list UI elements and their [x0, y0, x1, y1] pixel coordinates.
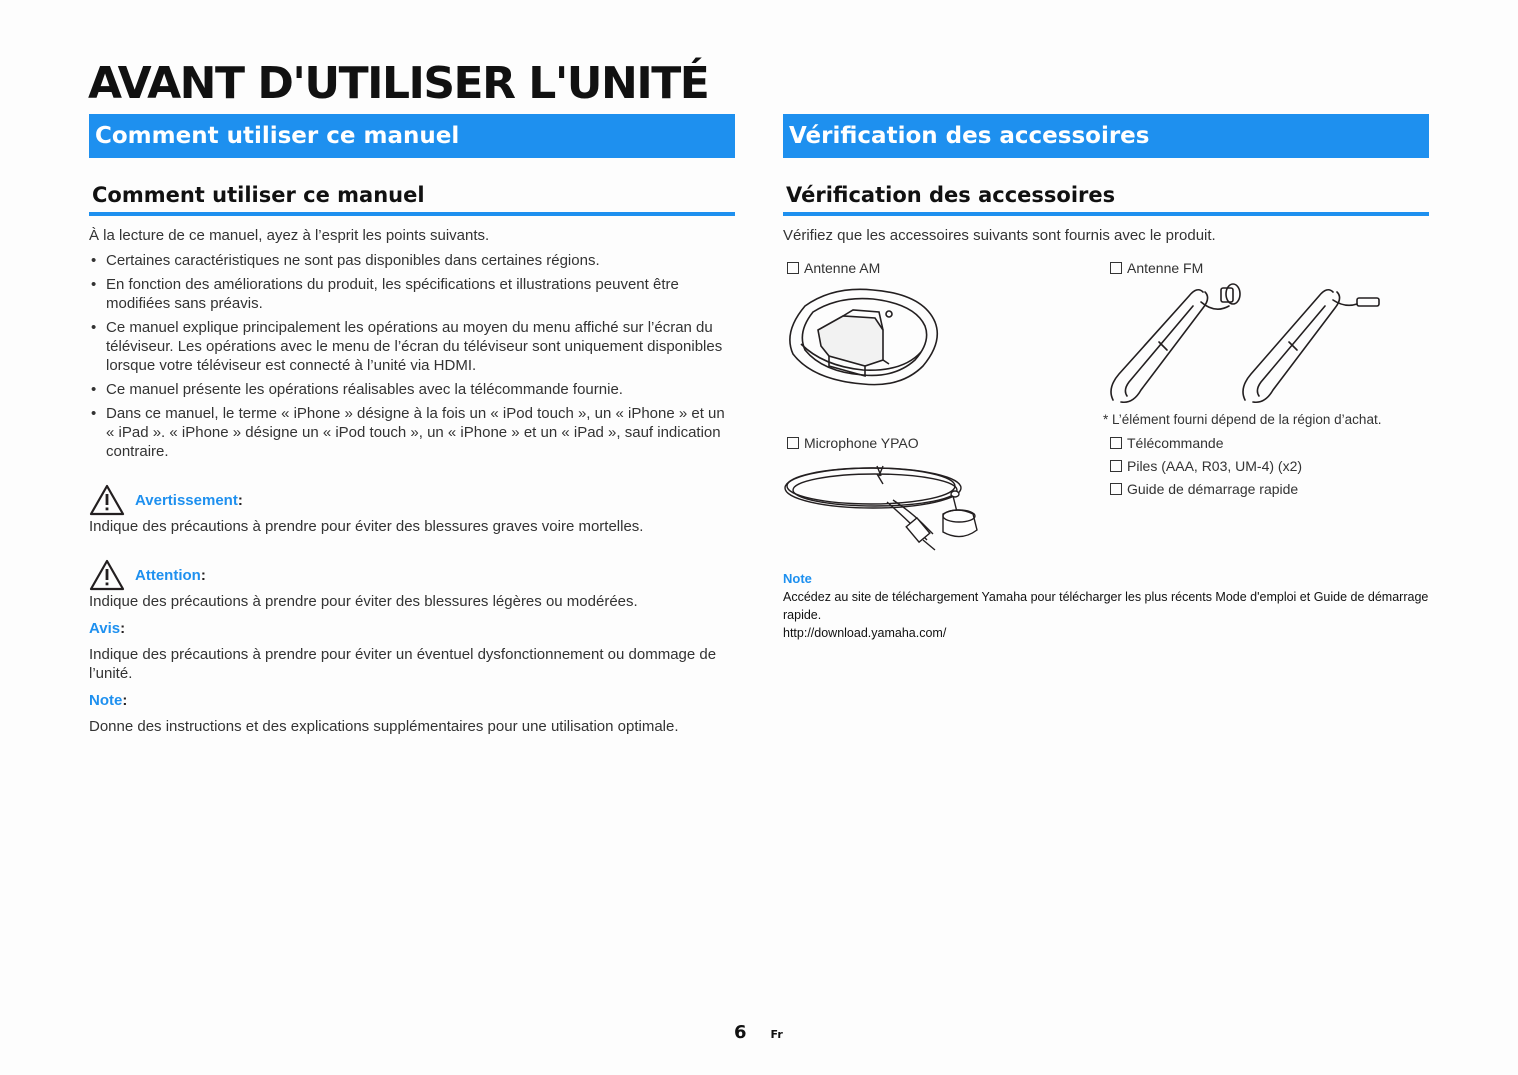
accessories-intro: Vérifiez que les accessoires suivants sont fournis avec le produit.	[783, 227, 1216, 244]
list-item: • Dans ce manuel, le terme « iPhone » désigne à la fois un « iPod touch », un « iPhone » et un « iPad ». « iPhone » désigne un « iPod touch », un « iPhone » et un « iPad », sauf indication contraire.	[89, 404, 737, 461]
accessory-label: Télécommande	[1127, 435, 1224, 451]
note-colon: :	[122, 692, 128, 709]
list-item: • Certaines caractéristiques ne sont pas disponibles dans certaines régions.	[89, 251, 737, 270]
accessory-label: Piles (AAA, R03, UM-4) (x2)	[1127, 458, 1303, 474]
note-label: Note	[89, 692, 123, 709]
caution-label: Attention	[135, 566, 201, 584]
checkbox-icon	[787, 437, 799, 449]
caution-block	[89, 558, 737, 611]
notice-text: Indique des précautions à prendre pour éviter un éventuel dysfonctionnement ou dommage de l’unité.	[89, 646, 717, 682]
page-footer	[734, 1022, 783, 1043]
section-band-left: Comment utiliser ce manuel	[89, 114, 735, 158]
note-heading	[89, 691, 737, 710]
warning-colon: :	[237, 491, 243, 509]
warning-label: Avertissement	[135, 491, 238, 509]
accessory-quick-guide	[1110, 481, 1298, 497]
list-item: • En fonction des améliorations du produit, les spécifications et illustrations peuvent être modifiées sans préavis.	[89, 275, 737, 313]
accessory-am-antenna	[787, 260, 880, 276]
note-title: Note	[783, 571, 812, 586]
accessory-batteries	[1110, 458, 1302, 474]
notice-colon: :	[120, 620, 126, 637]
notice-label: Avis	[89, 620, 121, 637]
manual-usage-section	[89, 226, 737, 736]
caution-text: Indique des précautions à prendre pour éviter des blessures légères ou modérées.	[89, 593, 638, 610]
fm-antenna-illustration	[1105, 278, 1385, 408]
page-title: AVANT D'UTILISER L'UNITÉ	[88, 58, 709, 109]
language-code: Fr	[770, 1028, 783, 1041]
accessory-remote	[1110, 435, 1224, 451]
accessory-label: Antenne AM	[804, 260, 881, 276]
section-band-right: Vérification des accessoires	[783, 114, 1429, 158]
am-antenna-illustration	[783, 284, 945, 394]
checkbox-icon	[1110, 437, 1122, 449]
download-link[interactable]: http://download.yamaha.com/	[783, 626, 947, 640]
subheading-left: Comment utiliser ce manuel	[89, 180, 735, 216]
subheading-right: Vérification des accessoires	[783, 180, 1429, 216]
accessory-label: Microphone YPAO	[804, 435, 919, 451]
list-item: • Ce manuel explique principalement les opérations au moyen du menu affiché sur l’écran du téléviseur. Les opérations avec le menu de l’écran du téléviseur sont uniquement disponibles lorsque votre téléviseur est connecté à l’unité via HDMI.	[89, 318, 737, 375]
warning-triangle-icon	[89, 484, 125, 516]
warning-text: Indique des précautions à prendre pour éviter des blessures graves voire mortelles.	[89, 518, 644, 535]
bullet-list	[89, 251, 737, 461]
page-number: 6	[734, 1022, 747, 1043]
checkbox-icon	[1110, 483, 1122, 495]
warning-triangle-icon	[89, 559, 125, 591]
accessory-ypao-mic	[787, 435, 919, 451]
notice-heading	[89, 619, 737, 638]
accessory-fm-antenna	[1110, 260, 1203, 276]
list-item: • Ce manuel présente les opérations réalisables avec la télécommande fournie.	[89, 380, 737, 399]
caution-colon: :	[200, 566, 206, 584]
note-text: Donne des instructions et des explications supplémentaires pour une utilisation optimale.	[89, 718, 679, 735]
warning-block	[89, 483, 737, 536]
checkbox-icon	[1110, 460, 1122, 472]
note-text: Accédez au site de téléchargement Yamaha pour télécharger les plus récents Mode d'emploi et Guide de démarrage rapide.	[783, 590, 1429, 622]
accessories-section	[783, 226, 1429, 640]
footnote: * L’élément fourni dépend de la région d’achat.	[1103, 412, 1382, 427]
checkbox-icon	[787, 262, 799, 274]
accessory-label: Guide de démarrage rapide	[1127, 481, 1299, 497]
ypao-mic-illustration	[783, 454, 983, 554]
accessory-label: Antenne FM	[1127, 260, 1204, 276]
intro-text: À la lecture de ce manuel, ayez à l’esprit les points suivants.	[89, 227, 490, 244]
accessories-note	[783, 570, 1429, 642]
checkbox-icon	[1110, 262, 1122, 274]
